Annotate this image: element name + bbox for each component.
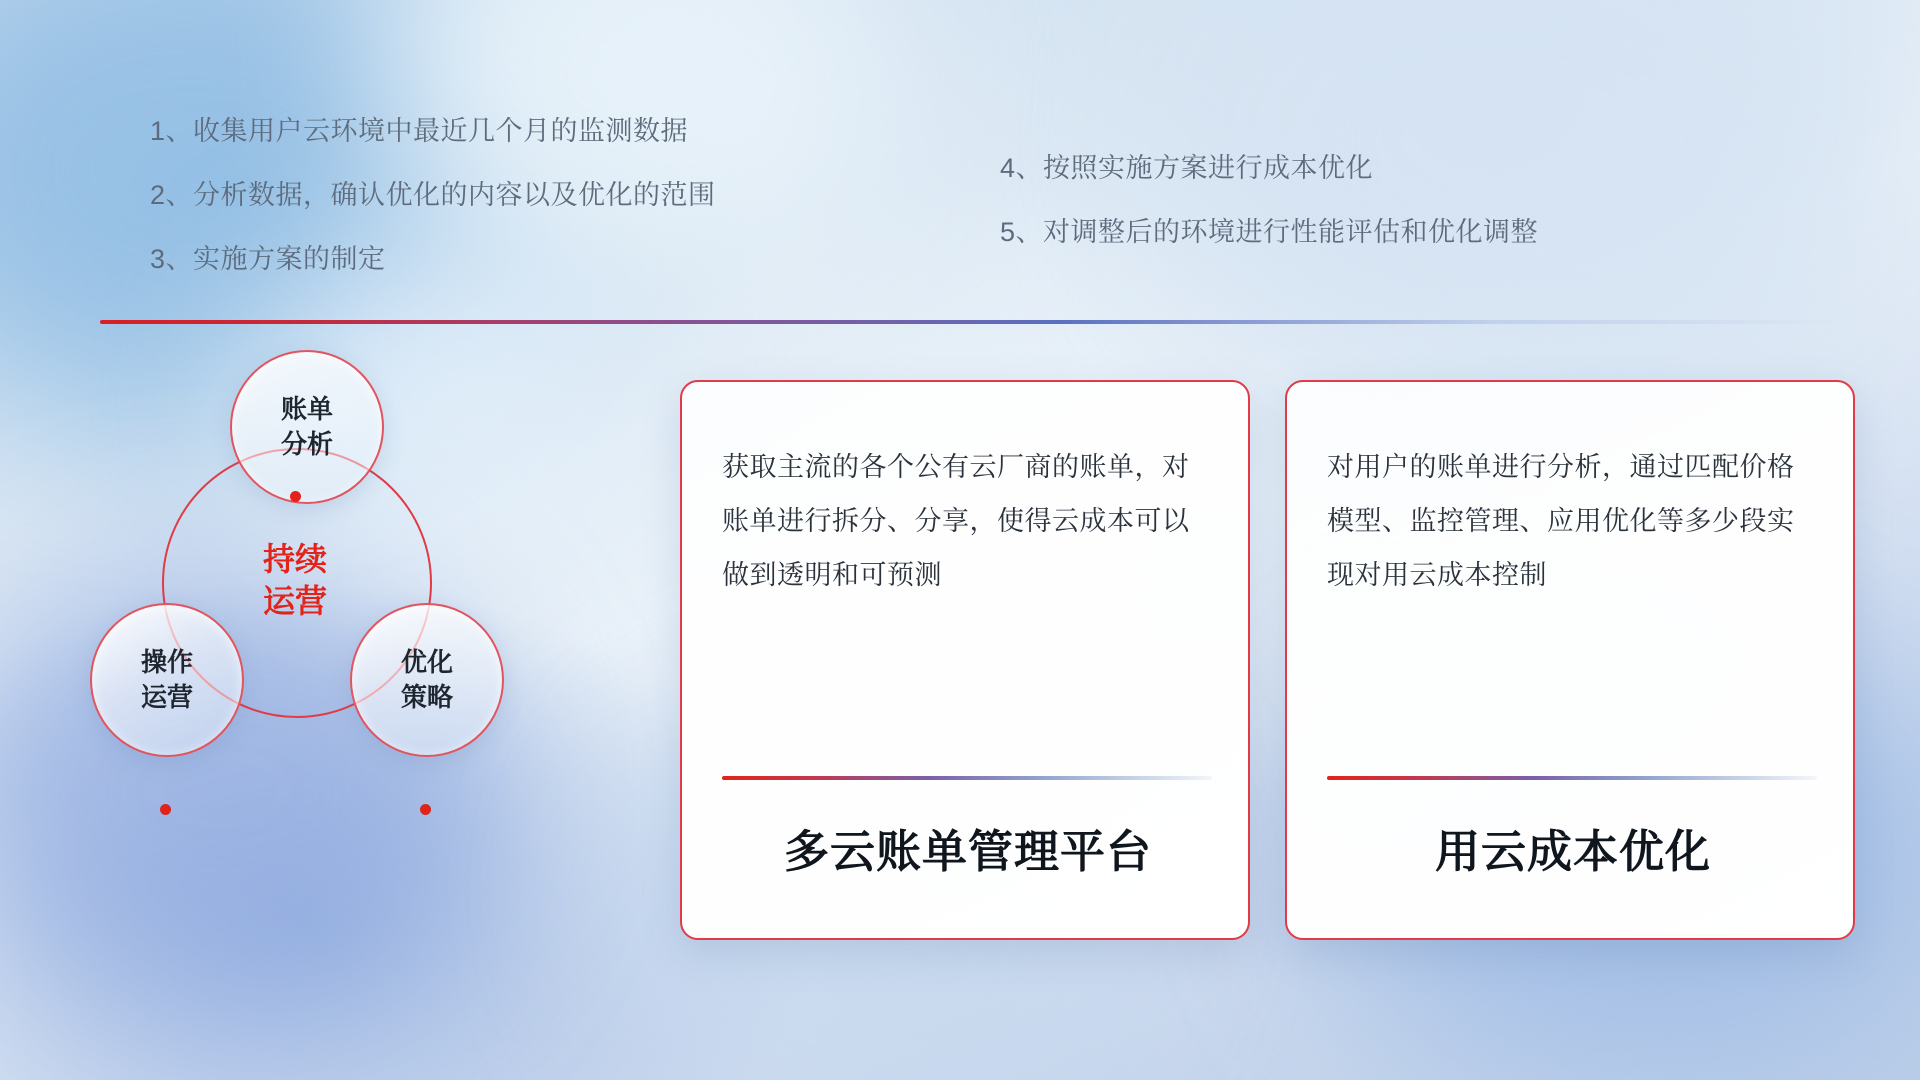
- connector-dot-icon: [160, 804, 171, 815]
- bullet-item: 2、分析数据，确认优化的内容以及优化的范围: [150, 180, 716, 210]
- bullet-list-left: [150, 118, 716, 310]
- card-cloud-cost-optimization[interactable]: [1285, 380, 1855, 940]
- card-divider: [722, 776, 1212, 780]
- venn-diagram: [100, 350, 640, 950]
- venn-circle-label-line1: 优化: [400, 646, 453, 677]
- venn-circle-label-line1: 操作: [140, 646, 193, 677]
- card-title: 用云成本优化: [1434, 826, 1711, 877]
- card-body-text: 获取主流的各个公有云厂商的账单，对账单进行拆分、分享，使得云成本可以做到透明和可预测: [722, 452, 1190, 590]
- venn-circle-label-line2: 策略: [400, 682, 453, 712]
- card-title: 多云账单管理平台: [783, 826, 1152, 877]
- venn-circle-label-line2: 分析: [280, 429, 333, 459]
- bullet-list-right: [1000, 155, 1538, 283]
- card-body-text: 对用户的账单进行分析，通过匹配价格模型、监控管理、应用优化等多少段实现对用云成本控制: [1327, 452, 1795, 590]
- connector-dot-icon: [290, 491, 301, 502]
- venn-center-label-line2: 运营: [262, 583, 327, 619]
- venn-center-label-line1: 持续: [262, 541, 327, 578]
- section-divider: [100, 320, 1840, 324]
- bullet-item: 1、收集用户云环境中最近几个月的监测数据: [150, 116, 689, 146]
- card-multicloud-billing-platform[interactable]: [680, 380, 1250, 940]
- venn-circle-label-line2: 运营: [140, 682, 193, 712]
- bullet-item: 3、实施方案的制定: [150, 244, 386, 274]
- bullet-item: 5、对调整后的环境进行性能评估和优化调整: [1000, 217, 1539, 247]
- card-divider: [1327, 776, 1817, 780]
- venn-circle-label-line1: 账单: [280, 393, 333, 424]
- venn-center-label: [162, 448, 428, 714]
- connector-dot-icon: [420, 804, 431, 815]
- bullet-item: 4、按照实施方案进行成本优化: [1000, 153, 1374, 183]
